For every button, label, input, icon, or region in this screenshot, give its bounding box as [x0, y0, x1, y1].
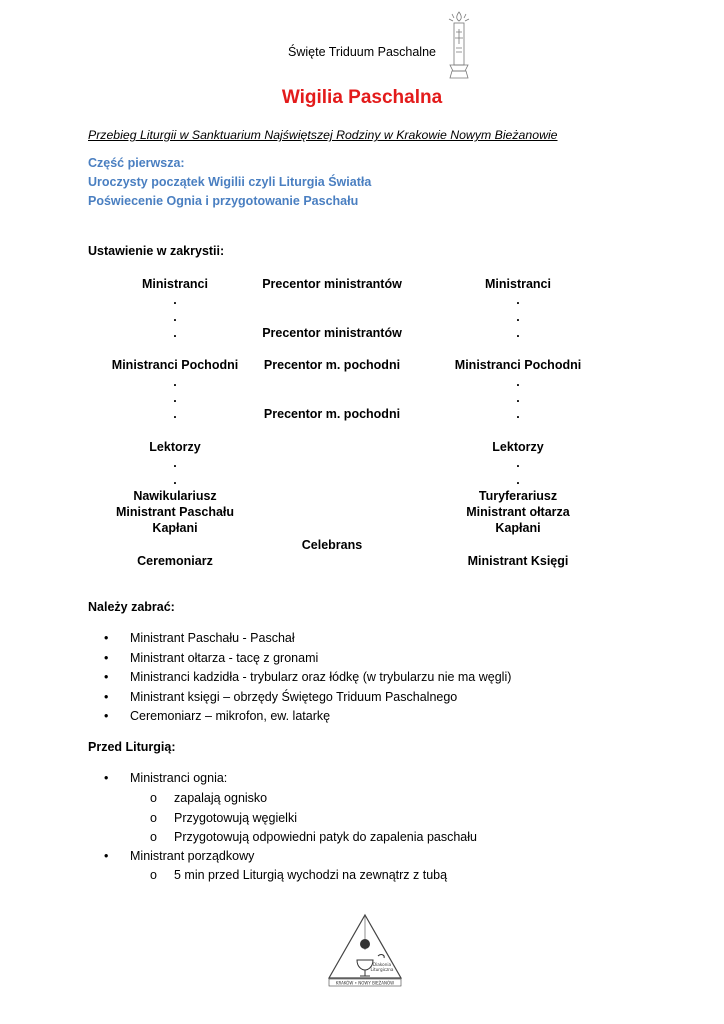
- left-row: .: [173, 325, 177, 340]
- before-fire: [88, 769, 227, 789]
- center-row: Precentor m. pochodni: [263, 407, 401, 422]
- logo-text-3: KRAKÓW • NOWY BIEŻANÓW: [335, 980, 395, 986]
- list-item: • Ministranci ognia:: [88, 769, 227, 789]
- take-list: [88, 629, 511, 727]
- right-row: [438, 341, 598, 357]
- right-row: [438, 537, 598, 553]
- document-subtitle: Przebieg Liturgii w Sanktuarium Najświętszej Rodziny w Krakowie Nowym Bieżanowie: [88, 128, 558, 142]
- center-row: [232, 341, 432, 357]
- left-row: Ministranci: [142, 277, 208, 291]
- right-row: Ministrant Księgi: [467, 554, 569, 569]
- right-row: .: [516, 374, 520, 389]
- left-row: .: [173, 391, 177, 406]
- bullet-icon: •: [104, 650, 109, 665]
- right-row: .: [516, 293, 520, 308]
- list-item: • Ministranci kadzidła - trybularz oraz łódkę (w trybularzu nie ma węgli): [88, 668, 511, 688]
- part-heading: Uroczysty początek Wigilii czyli Liturgia Światła: [88, 175, 372, 189]
- order-sublist: [150, 866, 447, 886]
- part-subheading: Poświecenie Ognia i przygotowanie Paschału: [88, 194, 359, 208]
- left-row: Lektorzy: [149, 439, 201, 454]
- left-row: .: [173, 293, 177, 308]
- left-row: Kapłani: [152, 521, 198, 536]
- right-row: .: [516, 391, 520, 406]
- sacristy-left-column: [95, 276, 255, 569]
- left-row: [95, 537, 255, 553]
- right-row: Ministranci: [485, 277, 551, 291]
- left-row: .: [173, 472, 177, 487]
- center-row: [232, 390, 432, 406]
- before-order: [88, 847, 254, 867]
- sacristy-center-column: [232, 276, 432, 569]
- list-item: • Ministrant księgi – obrzędy Świętego Triduum Paschalnego: [88, 688, 511, 708]
- bullet-icon: •: [104, 709, 109, 723]
- left-row: .: [173, 407, 177, 422]
- logo-text-2: Liturgiczna: [370, 967, 394, 972]
- left-row: Ministrant Paschału: [115, 505, 235, 520]
- page-title: Wigilia Paschalna: [281, 87, 443, 108]
- sacristy-right-column: [438, 276, 598, 569]
- right-row: Kapłani: [495, 521, 541, 536]
- right-row: .: [516, 325, 520, 340]
- bullet-icon: •: [104, 849, 109, 863]
- bullet-icon: •: [104, 670, 109, 684]
- right-row: Lektorzy: [492, 439, 544, 454]
- list-item: • Ministrant Paschału - Paschał: [88, 629, 511, 649]
- center-row: [232, 455, 432, 471]
- paschal-candle-icon: [443, 10, 475, 82]
- center-row: [232, 472, 432, 488]
- before-heading: Przed Liturgią:: [88, 740, 176, 754]
- right-row: .: [516, 309, 520, 324]
- take-heading: Należy zabrać:: [88, 600, 175, 614]
- right-row: [438, 423, 598, 439]
- right-row: .: [516, 407, 520, 422]
- sub-list-item: o Przygotowują odpowiedni patyk do zapalenia paschału: [150, 828, 477, 848]
- center-row: Precentor ministrantów: [262, 277, 402, 291]
- right-row: .: [516, 456, 520, 471]
- right-row: Ministrant ołtarza: [466, 505, 570, 520]
- left-row: Ministranci Pochodni: [111, 358, 239, 373]
- center-row: Precentor ministrantów: [262, 325, 402, 340]
- bullet-icon: •: [104, 689, 109, 704]
- center-row: Celebrans: [301, 537, 363, 552]
- center-row: [232, 423, 432, 439]
- circle-bullet-icon: o: [150, 791, 157, 805]
- list-item: • Ministrant ołtarza - tacę z gronami: [88, 649, 511, 669]
- center-row: [232, 504, 432, 520]
- left-row: .: [173, 456, 177, 471]
- circle-bullet-icon: o: [150, 810, 157, 825]
- running-header: Święte Triduum Paschalne: [288, 45, 436, 59]
- center-row: [232, 439, 432, 455]
- left-row: Ceremoniarz: [137, 554, 213, 569]
- center-row: [232, 374, 432, 390]
- center-row: [232, 553, 432, 569]
- left-row: [95, 341, 255, 357]
- center-row: Precentor m. pochodni: [263, 358, 401, 373]
- sub-list-item: o 5 min przed Liturgią wychodzi na zewnątrz z tubą: [150, 866, 447, 886]
- fire-sublist: [150, 789, 477, 848]
- left-row: Nawikulariusz: [133, 488, 217, 503]
- part-label: Część pierwsza:: [88, 156, 185, 170]
- bullet-icon: •: [104, 771, 109, 785]
- right-row: .: [516, 472, 520, 487]
- logo-text-1: Diakonia: [372, 962, 392, 967]
- circle-bullet-icon: o: [150, 868, 157, 882]
- diakonia-logo-icon: [326, 912, 404, 988]
- left-row: [95, 423, 255, 439]
- sacristy-heading: Ustawienie w zakrystii:: [88, 244, 225, 258]
- list-item: • Ministrant porządkowy: [88, 847, 254, 867]
- sub-list-item: o Przygotowują węgielki: [150, 809, 477, 829]
- center-row: [232, 488, 432, 504]
- center-row: [232, 292, 432, 308]
- center-row: [232, 520, 432, 536]
- list-item: • Ceremoniarz – mikrofon, ew. latarkę: [88, 707, 511, 727]
- right-row: Ministranci Pochodni: [454, 358, 582, 373]
- sub-list-item: o zapalają ognisko: [150, 789, 477, 809]
- bullet-icon: •: [104, 631, 109, 645]
- circle-bullet-icon: o: [150, 830, 157, 844]
- center-row: [232, 309, 432, 325]
- right-row: Turyferariusz: [478, 488, 558, 503]
- left-row: .: [173, 309, 177, 324]
- left-row: .: [173, 374, 177, 389]
